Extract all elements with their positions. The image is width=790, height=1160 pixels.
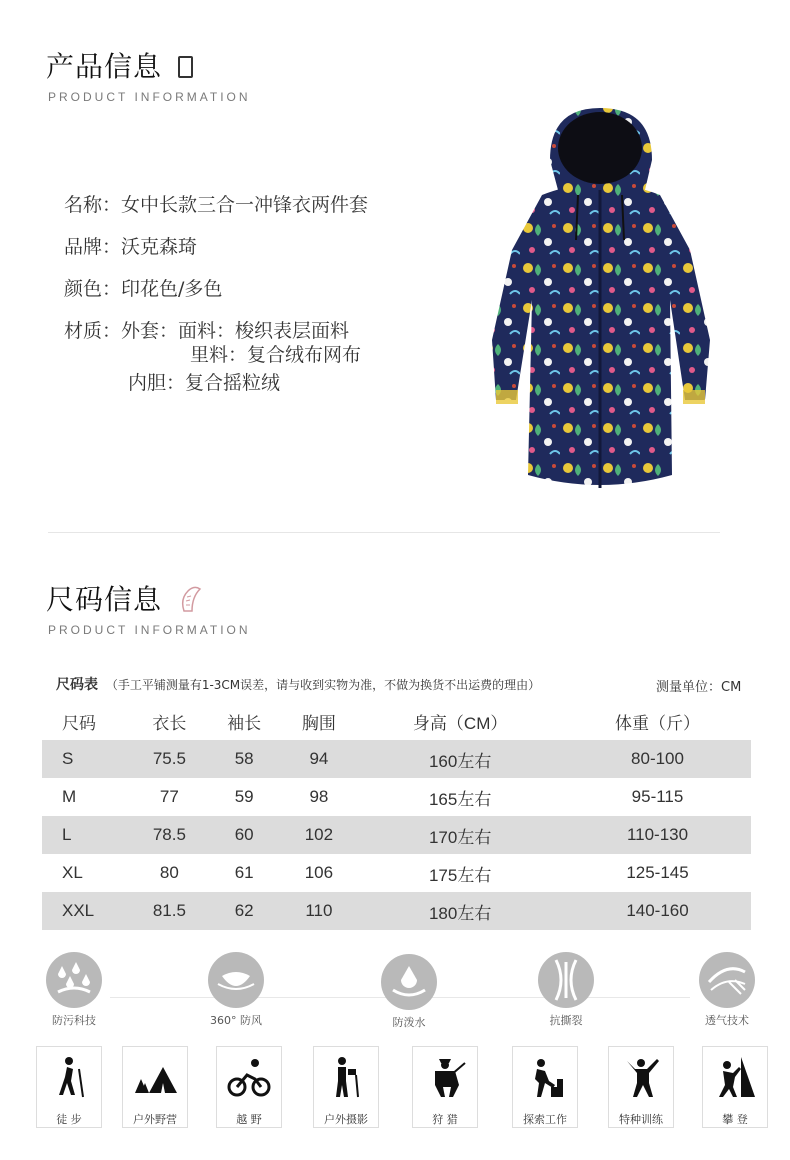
product-info-title-text: 产品信息 bbox=[46, 50, 163, 83]
section-divider bbox=[48, 532, 720, 533]
cell-chest: 102 bbox=[282, 816, 357, 854]
product-info-title bbox=[46, 45, 193, 85]
feature-water-repellent bbox=[377, 954, 441, 1030]
cell-height: 170左右 bbox=[356, 816, 564, 854]
feature-windproof bbox=[204, 952, 268, 1028]
climbing-icon bbox=[711, 1053, 759, 1101]
face-value: 梭织表层面料 bbox=[235, 320, 350, 342]
cell-size: L bbox=[42, 816, 132, 854]
feature-label: 防泼水 bbox=[392, 1016, 426, 1029]
cell-sleeve: 58 bbox=[207, 740, 282, 778]
activity-hunting bbox=[412, 1046, 478, 1128]
material-label: 材质： bbox=[64, 320, 122, 342]
tape-measure-icon bbox=[178, 585, 204, 615]
size-info-subtitle: PRODUCT INFORMATION bbox=[48, 623, 251, 637]
activity-training bbox=[608, 1046, 674, 1128]
cell-weight: 140-160 bbox=[564, 892, 751, 930]
cell-size: S bbox=[42, 740, 132, 778]
table-row bbox=[42, 740, 751, 778]
table-row bbox=[42, 892, 751, 930]
jacket-image bbox=[480, 100, 720, 500]
stain-resistant-icon bbox=[46, 952, 102, 1008]
inner-label: 内胆： bbox=[128, 372, 186, 394]
face-label: 面料： bbox=[178, 320, 236, 342]
cell-sleeve: 60 bbox=[207, 816, 282, 854]
cell-height: 160左右 bbox=[356, 740, 564, 778]
activity-label: 户外野营 bbox=[133, 1113, 177, 1126]
cell-height: 180左右 bbox=[356, 892, 564, 930]
table-row bbox=[42, 778, 751, 816]
header-length: 衣长 bbox=[152, 713, 187, 733]
activity-climbing bbox=[702, 1046, 768, 1128]
brand-value: 沃克森琦 bbox=[121, 236, 198, 258]
cell-length: 77 bbox=[159, 787, 179, 806]
feature-tear-resistant bbox=[534, 952, 598, 1028]
size-table-note bbox=[56, 674, 540, 694]
cell-length: 81.5 bbox=[132, 892, 207, 930]
activity-label: 特种训练 bbox=[619, 1113, 663, 1126]
cell-chest: 110 bbox=[282, 892, 357, 930]
activity-exploration bbox=[512, 1046, 578, 1128]
name-value: 女中长款三合一冲锋衣两件套 bbox=[121, 194, 369, 216]
activity-label: 徒 步 bbox=[56, 1113, 82, 1126]
feature-label: 360° 防风 bbox=[210, 1014, 262, 1027]
color-row bbox=[64, 280, 222, 299]
water-repellent-icon bbox=[381, 954, 437, 1010]
name-label: 名称： bbox=[64, 194, 122, 216]
feature-breathable bbox=[695, 952, 759, 1028]
activity-cycling bbox=[216, 1046, 282, 1128]
windproof-icon bbox=[208, 952, 264, 1008]
outer-label: 外套： bbox=[121, 320, 179, 342]
activity-label: 攀 登 bbox=[722, 1113, 748, 1126]
color-label: 颜色： bbox=[64, 278, 122, 300]
hiking-icon bbox=[45, 1053, 93, 1101]
lining-value: 复合绒布网布 bbox=[247, 344, 362, 366]
size-info-title bbox=[46, 578, 204, 618]
exploration-icon bbox=[521, 1053, 569, 1101]
size-table-disclaimer: （手工平铺测量有1-3CM误差，请与收到实物为准，不做为换货不出运费的理由） bbox=[105, 678, 541, 692]
size-table bbox=[42, 702, 751, 930]
cell-chest: 98 bbox=[309, 787, 329, 806]
activity-hiking bbox=[36, 1046, 102, 1128]
header-weight: 体重（斤） bbox=[615, 713, 700, 733]
feature-stain-resistant bbox=[42, 952, 106, 1028]
cell-sleeve: 59 bbox=[234, 787, 254, 806]
cell-chest: 106 bbox=[304, 863, 334, 882]
training-icon bbox=[617, 1053, 665, 1101]
brand-label: 品牌： bbox=[64, 236, 122, 258]
cell-length: 75.5 bbox=[132, 740, 207, 778]
lining-row bbox=[190, 346, 361, 365]
header-sleeve: 袖长 bbox=[227, 713, 262, 733]
hunting-icon bbox=[421, 1053, 469, 1101]
cell-weight: 95-115 bbox=[631, 787, 684, 806]
size-table-label: 尺码表 bbox=[56, 677, 98, 693]
feature-label: 防污科技 bbox=[52, 1014, 96, 1027]
tear-resistant-icon bbox=[538, 952, 594, 1008]
cell-weight: 80-100 bbox=[564, 740, 751, 778]
cell-weight: 125-145 bbox=[626, 863, 689, 882]
inner-value: 复合摇粒绒 bbox=[185, 372, 281, 394]
brand-row bbox=[64, 238, 197, 257]
cell-weight: 110-130 bbox=[564, 816, 751, 854]
notebook-icon bbox=[178, 56, 193, 78]
cell-sleeve: 61 bbox=[234, 863, 254, 882]
color-value: 印花色/多色 bbox=[121, 278, 223, 300]
cell-height: 165左右 bbox=[428, 789, 492, 809]
feature-label: 透气技术 bbox=[705, 1014, 749, 1027]
product-info-subtitle: PRODUCT INFORMATION bbox=[48, 90, 251, 104]
cell-size: XXL bbox=[42, 892, 132, 930]
cycling-icon bbox=[225, 1053, 273, 1101]
inner-row bbox=[128, 374, 280, 393]
size-info-title-text: 尺码信息 bbox=[46, 583, 163, 616]
name-row bbox=[64, 196, 368, 215]
cell-size: XL bbox=[62, 863, 83, 882]
size-table-header bbox=[42, 702, 751, 740]
activity-camping bbox=[122, 1046, 188, 1128]
header-chest: 胸围 bbox=[301, 713, 336, 733]
feature-label: 抗撕裂 bbox=[549, 1014, 583, 1027]
activity-photography bbox=[313, 1046, 379, 1128]
activity-label: 探索工作 bbox=[523, 1113, 567, 1126]
activity-label: 越 野 bbox=[236, 1113, 262, 1126]
table-row bbox=[42, 816, 751, 854]
activity-label: 狩 猎 bbox=[432, 1113, 458, 1126]
lining-label: 里料： bbox=[190, 344, 248, 366]
header-size: 尺码 bbox=[62, 713, 96, 733]
breathable-icon bbox=[699, 952, 755, 1008]
cell-sleeve: 62 bbox=[207, 892, 282, 930]
photography-icon bbox=[322, 1053, 370, 1101]
cell-size: M bbox=[62, 787, 77, 806]
cell-length: 78.5 bbox=[132, 816, 207, 854]
measurement-unit: 测量单位：CM bbox=[656, 680, 742, 695]
camping-icon bbox=[131, 1053, 179, 1101]
cell-height: 175左右 bbox=[428, 865, 492, 885]
cell-length: 80 bbox=[159, 863, 179, 882]
activity-label: 户外摄影 bbox=[324, 1113, 368, 1126]
cell-chest: 94 bbox=[282, 740, 357, 778]
material-row bbox=[64, 322, 349, 341]
header-height: 身高（CM） bbox=[412, 713, 508, 733]
table-row bbox=[42, 854, 751, 892]
